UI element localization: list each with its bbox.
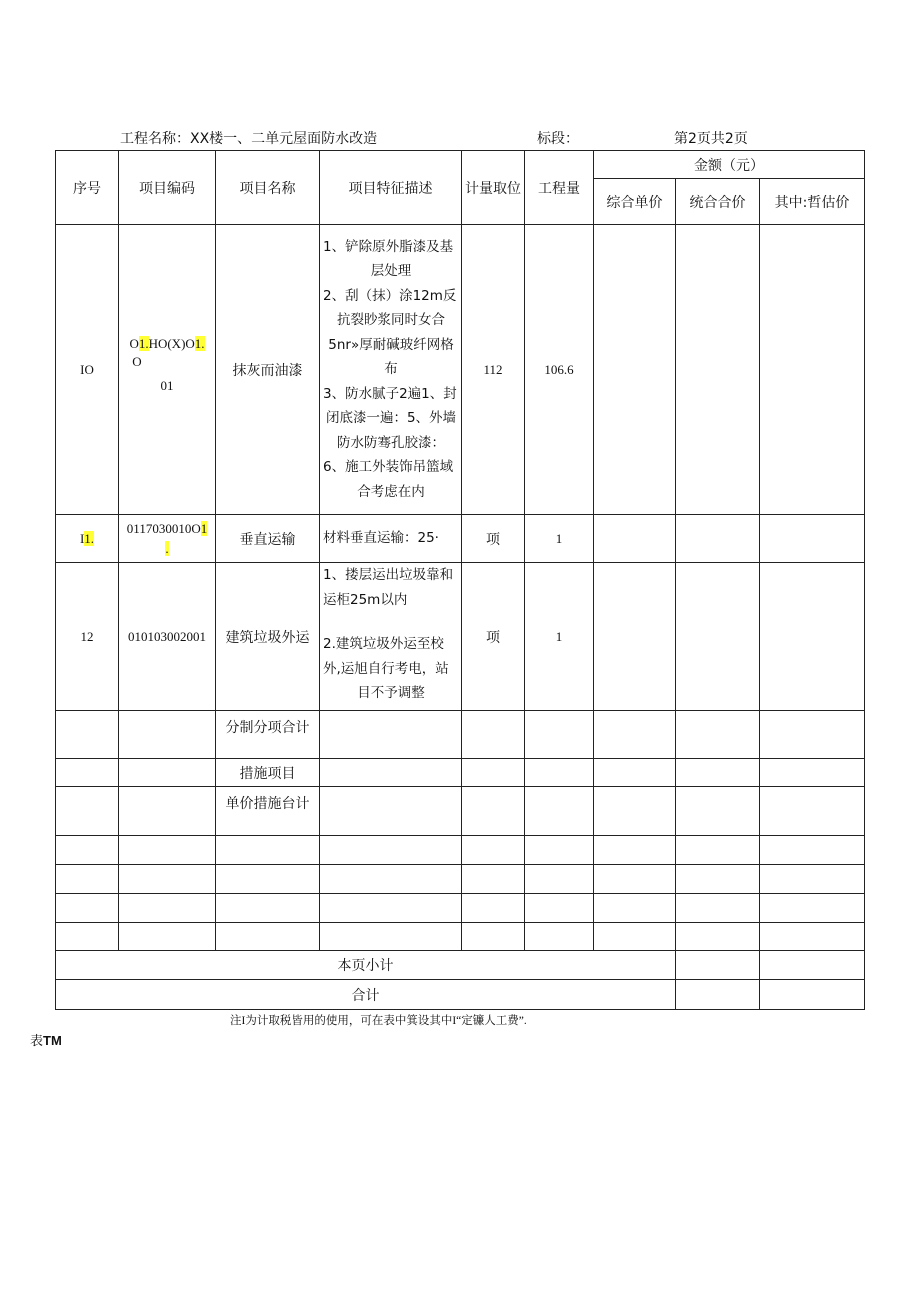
row-desc: 1、铲除原外脂漆及基 层处理 2、刮（抹）涂12m反 抗裂眇浆同时女合 5nr»厚耐碱玻纤网格 布 3、防水腻子2遍1、封 闭底漆一遍：5、外墙 防水防骞孔胶漆： 6、施工外装饰吊篮域 合考虑在内	[320, 225, 462, 515]
col-unit: 计量取位	[462, 151, 525, 225]
col-desc: 项目特征描述	[320, 151, 462, 225]
project-name: XX楼一、二单元屋面防水改造	[190, 131, 378, 147]
bill-of-quantities-table	[55, 150, 865, 1010]
row-qty: 1	[525, 563, 594, 711]
measures-row	[56, 759, 865, 787]
row-seq: IO	[56, 225, 119, 515]
table-reference: 表TM	[30, 1033, 62, 1049]
row-unit-price	[594, 563, 676, 711]
page-subtotal-row	[56, 951, 865, 980]
row-code: O1.HO(X)O1. O 01	[119, 225, 216, 515]
row-code: 010103002001	[119, 563, 216, 711]
col-code: 项目编码	[119, 151, 216, 225]
page-subtotal-label: 本页小计	[56, 951, 676, 980]
table-row	[56, 563, 865, 711]
row-desc: 1、搂层运出垃圾靠和 运柜25m以内 2.建筑垃圾外运至校 外,运旭自行考电，站 目不予调整	[320, 563, 462, 711]
col-name: 项目名称	[216, 151, 320, 225]
empty-row	[56, 836, 865, 865]
empty-row	[56, 865, 865, 894]
row-total-price	[676, 563, 760, 711]
row-est-price	[760, 563, 865, 711]
project-name-header	[120, 128, 377, 148]
row-unit: 项	[462, 563, 525, 711]
unit-measures-total-label: 单价措施台计	[216, 787, 320, 836]
row-qty: 106.6	[525, 225, 594, 515]
col-seq: 序号	[56, 151, 119, 225]
row-seq: 12	[56, 563, 119, 711]
table-row	[56, 515, 865, 563]
row-total-price	[676, 515, 760, 563]
measures-label: 措施项目	[216, 759, 320, 787]
total-row	[56, 980, 865, 1010]
page-info: 第2页共2页	[674, 131, 748, 147]
row-unit: 112	[462, 225, 525, 515]
footnote: 注I为计取税皆用的使用，可在表中箕设其中I“定镰人工费”.	[230, 1015, 527, 1027]
row-total-price	[676, 225, 760, 515]
empty-row	[56, 923, 865, 951]
col-est-price: 其中:哲估价	[760, 179, 865, 225]
sub-section-total-row	[56, 711, 865, 759]
project-label: 工程名称：	[120, 131, 190, 147]
row-code: 0117030010O1 .	[119, 515, 216, 563]
unit-measures-total-row	[56, 787, 865, 836]
row-unit-price	[594, 225, 676, 515]
col-unit-price: 综合单价	[594, 179, 676, 225]
table-row	[56, 225, 865, 515]
row-name: 建筑垃圾外运	[216, 563, 320, 711]
sub-section-total-label: 分制分项合计	[216, 711, 320, 759]
col-total-price: 统合合价	[676, 179, 760, 225]
header-row-1	[56, 151, 865, 179]
row-est-price	[760, 225, 865, 515]
row-name: 垂直运输	[216, 515, 320, 563]
total-label: 合计	[56, 980, 676, 1010]
row-est-price	[760, 515, 865, 563]
row-seq: I1.	[56, 515, 119, 563]
row-name: 抹灰而油漆	[216, 225, 320, 515]
row-qty: 1	[525, 515, 594, 563]
row-unit-price	[594, 515, 676, 563]
empty-row	[56, 894, 865, 923]
row-unit: 项	[462, 515, 525, 563]
col-qty: 工程量	[525, 151, 594, 225]
col-amount-group: 金额（元）	[594, 151, 865, 179]
row-desc: 材料垂直运输：25·	[320, 515, 462, 563]
section-label: 标段：	[537, 131, 579, 147]
